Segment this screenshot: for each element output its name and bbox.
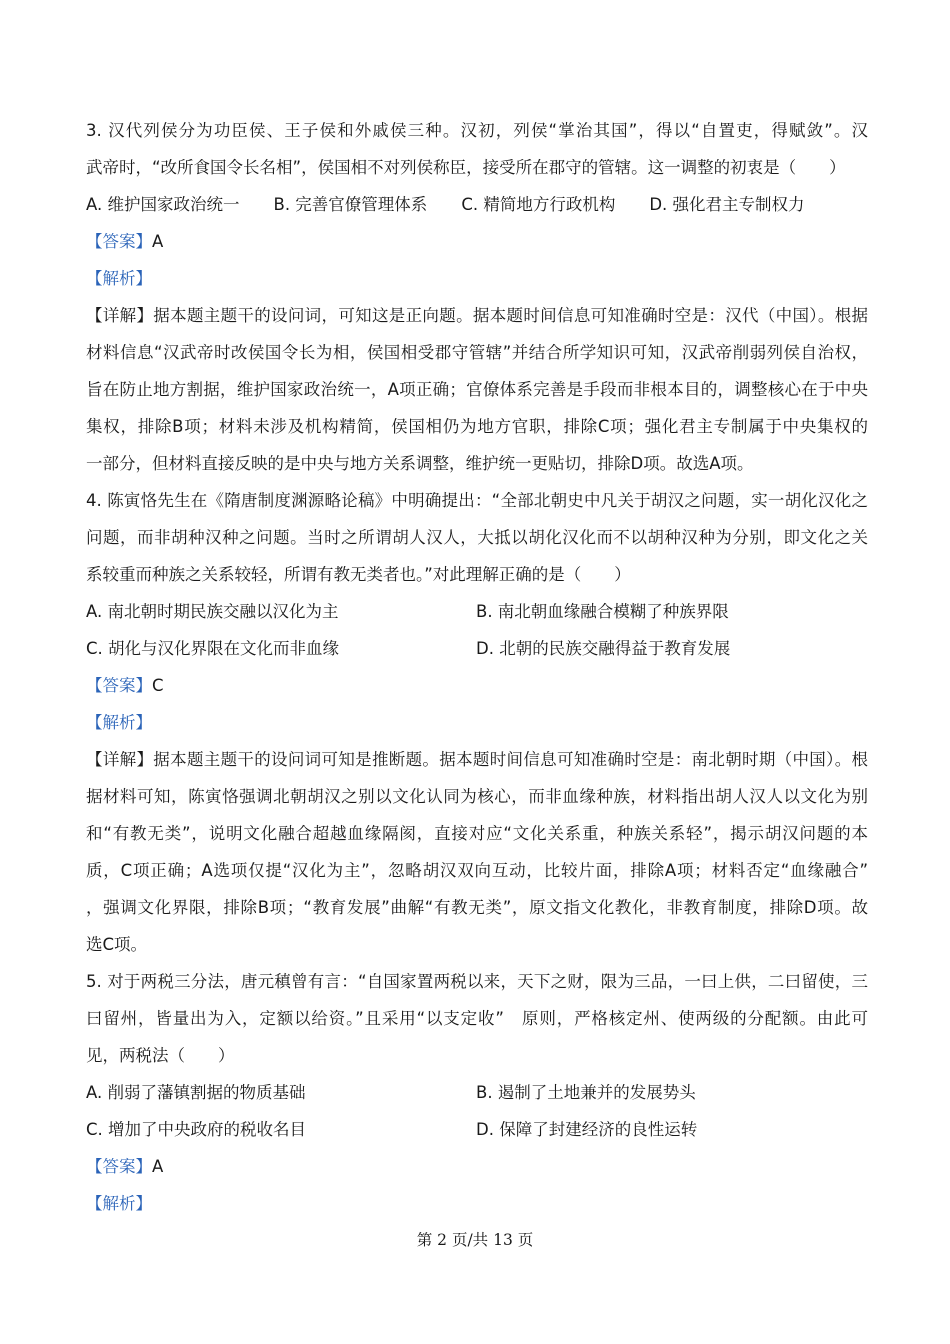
detail-text: 据本题主题干的设问词可知是推断题。据本题时间信息可知准确时空是：南北朝时期（中国）。根 xyxy=(153,750,868,769)
question-4 xyxy=(86,482,868,963)
option-d: D. 强化君主专制权力 xyxy=(649,195,805,214)
page-footer: 第 2 页/共 13 页 xyxy=(416,1231,534,1249)
detail-line: ，强调文化界限，排除B项；“教育发展”曲解“有教无类”，原文指文化教化，非教育制度，排除D项。故 xyxy=(86,898,868,917)
option-b: B. 南北朝血缘融合模糊了种族界限 xyxy=(476,602,729,621)
option-a: A. 维护国家政治统一 xyxy=(86,195,240,214)
options-row xyxy=(86,1111,868,1148)
analysis-line xyxy=(86,260,868,297)
detail-line: 据材料可知，陈寅恪强调北朝胡汉之别以文化认同为核心，而非血缘种族，材料指出胡人汉人以文化为别 xyxy=(86,787,868,806)
document-body xyxy=(86,112,868,1222)
question-stem-line: 武帝时，“改所食国令长名相”，侯国相不对列侯称臣，接受所在郡守的管辖。这一调整的初衷是（ ） xyxy=(86,158,846,177)
option-a: A. 南北朝时期民族交融以汉化为主 xyxy=(86,602,339,621)
answer-line xyxy=(86,1148,868,1185)
detail-line: 集权，排除B项；材料未涉及机构精简，侯国相仍为地方官职，排除C项；强化君主专制属于中央集权的 xyxy=(86,417,868,436)
answer-line xyxy=(86,667,868,704)
options-row xyxy=(86,630,868,667)
detail-line: 旨在防止地方割据，维护国家政治统一，A项正确；官僚体系完善是手段而非根本目的，调整核心在于中央 xyxy=(86,380,868,399)
question-stem-line: 见，两税法（ ） xyxy=(86,1046,235,1065)
answer-value: A xyxy=(152,232,164,251)
option-c: C. 增加了中央政府的税收名目 xyxy=(86,1120,307,1139)
analysis-tag: 【解析】 xyxy=(86,1194,152,1213)
detail-line: 和“有教无类”，说明文化融合超越血缘隔阂，直接对应“文化关系重，种族关系轻”，揭示胡汉问题的本 xyxy=(86,824,868,843)
answer-tag: 【答案】 xyxy=(86,232,152,251)
answer-line xyxy=(86,223,868,260)
options-row xyxy=(86,186,868,223)
detail-line: 材料信息“汉武帝时改侯国令长为相，侯国相受郡守管辖”并结合所学知识可知，汉武帝削弱列侯自治权， xyxy=(86,343,868,362)
option-b: B. 完善官僚管理体系 xyxy=(273,195,428,214)
question-stem-line: 3. 汉代列侯分为功臣侯、王子侯和外戚侯三种。汉初，列侯“掌治其国”，得以“自置吏，得赋敛”。汉 xyxy=(86,121,868,140)
detail-text: 据本题主题干的设问词，可知这是正向题。据本题时间信息可知准确时空是：汉代（中国）。根据 xyxy=(153,306,868,325)
answer-value: A xyxy=(152,1157,164,1176)
answer-tag: 【答案】 xyxy=(86,676,152,695)
detail-line xyxy=(86,297,868,334)
detail-line: 选C项。 xyxy=(86,935,148,954)
question-stem-line: 曰留州，皆量出为入，定额以给资。”且采用“以支定收” 原则，严格核定州、使两级的分配额。由此可 xyxy=(86,1009,868,1028)
question-stem-line: 系较重而种族之关系较轻，所谓有教无类者也。”对此理解正确的是（ ） xyxy=(86,565,631,584)
analysis-tag: 【解析】 xyxy=(86,713,152,732)
detail-tag: 【详解】 xyxy=(86,306,154,325)
answer-value: C xyxy=(152,676,164,695)
analysis-tag: 【解析】 xyxy=(86,269,152,288)
question-3 xyxy=(86,112,868,482)
detail-line: 一部分，但材料直接反映的是中央与地方关系调整，维护统一更贴切，排除D项。故选A项。 xyxy=(86,454,754,473)
question-stem-line: 4. 陈寅恪先生在《隋唐制度渊源略论稿》中明确提出：“全部北朝史中凡关于胡汉之问题，实一胡化汉化之 xyxy=(86,491,868,510)
detail-line xyxy=(86,741,868,778)
analysis-line xyxy=(86,704,868,741)
detail-tag: 【详解】 xyxy=(86,750,154,769)
option-d: D. 保障了封建经济的良性运转 xyxy=(476,1120,698,1139)
question-stem-line: 5. 对于两税三分法，唐元稹曾有言：“自国家置两税以来，天下之财，限为三品，一曰上供，二曰留使，三 xyxy=(86,972,868,991)
option-c: C. 精简地方行政机构 xyxy=(461,195,616,214)
options-row xyxy=(86,593,868,630)
option-c: C. 胡化与汉化界限在文化而非血缘 xyxy=(86,639,340,658)
detail-line: 质，C项正确；A选项仅提“汉化为主”，忽略胡汉双向互动，比较片面，排除A项；材料否定“血缘融合” xyxy=(86,861,868,880)
answer-tag: 【答案】 xyxy=(86,1157,152,1176)
option-a: A. 削弱了藩镇割据的物质基础 xyxy=(86,1083,306,1102)
option-b: B. 遏制了土地兼并的发展势头 xyxy=(476,1083,696,1102)
question-stem-line: 问题，而非胡种汉种之问题。当时之所谓胡人汉人，大抵以胡化汉化而不以胡种汉种为分别，即文化之关 xyxy=(86,528,868,547)
analysis-line xyxy=(86,1185,868,1222)
options-row xyxy=(86,1074,868,1111)
option-d: D. 北朝的民族交融得益于教育发展 xyxy=(476,639,731,658)
question-5 xyxy=(86,963,868,1222)
